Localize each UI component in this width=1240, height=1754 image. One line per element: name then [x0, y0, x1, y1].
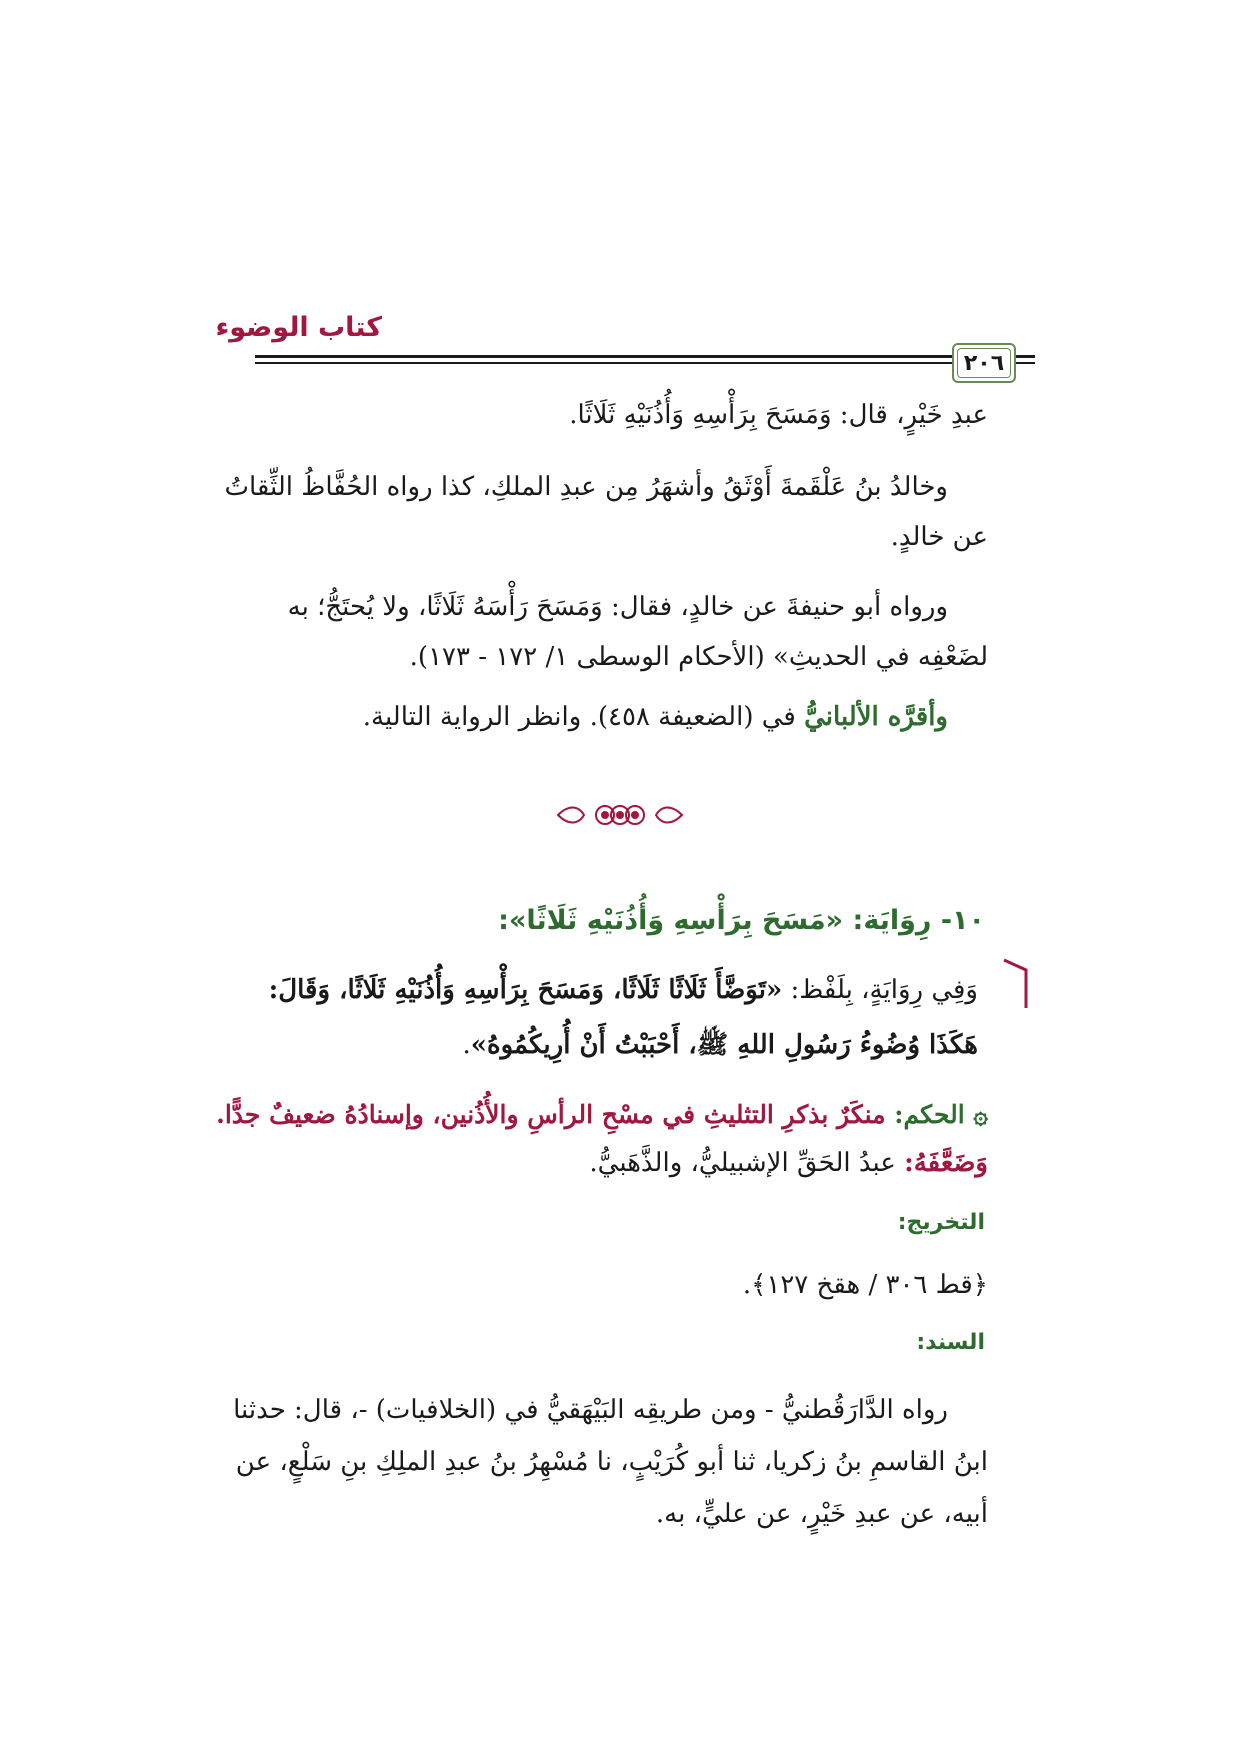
- weakened-line: وَضَعَّفَهُ: عبدُ الحَقِّ الإشبيليُّ، والذَّهَبيُّ.: [589, 1148, 988, 1178]
- paragraph-line: عبدِ خَيْرٍ، قال: وَمَسَحَ بِرَأْسِهِ وَأُذُنَيْهِ ثَلَاثًا.: [569, 400, 988, 430]
- header-rule-right-thin: [1017, 362, 1035, 364]
- header-rule-right: [1017, 355, 1035, 358]
- paragraph-line: عن خالدٍ.: [890, 522, 988, 552]
- header-rule-thin: [255, 362, 1017, 364]
- header-rule: [255, 355, 1017, 358]
- sanad-label: السند:: [916, 1330, 985, 1355]
- paragraph-line: وأقرَّه الألبانيُّ في (الضعيفة ٤٥٨). وانظر الرواية التالية.: [362, 702, 948, 732]
- section-heading: ١٠- رِوَايَة: «مَسَحَ بِرَأْسِهِ وَأُذُنَيْهِ ثَلَاثًا»:: [498, 905, 985, 936]
- sanad-line: ابنُ القاسمِ بنُ زكريا، ثنا أبو كُرَيْبٍ، نا مُسْهِرُ بنُ عبدِ الملِكِ بنِ سَلْعٍ، عن: [235, 1447, 988, 1477]
- paragraph-line: ورواه أبو حنيفةَ عن خالدٍ، فقال: وَمَسَحَ رَأْسَهُ ثَلَاثًا، ولا يُحتَجُّ؛ به: [287, 592, 948, 622]
- ruling-text: منكَرٌ بذكرِ التثليثِ في مسْحِ الرأسِ والأُذُنين، وإسنادُهُ ضعيفٌ جدًّا.: [216, 1100, 895, 1129]
- ruling-label: ۞ الحكم:: [894, 1100, 988, 1129]
- quote-bracket: [1002, 958, 1030, 1008]
- sanad-line: أبيه، عن عبدِ خَيْرٍ، عن عليٍّ، به.: [655, 1499, 988, 1529]
- sanad-line: رواه الدَّارَقُطنيُّ - ومن طريقِه البَيْهَقيُّ في (الخلافيات) -، قال: حدثنا: [233, 1395, 948, 1425]
- takhrij-label: التخريج:: [897, 1210, 985, 1235]
- takhrij-text: ﴿قط ٣٠٦ / هقخ ١٢٧﴾.: [742, 1270, 988, 1300]
- chapter-title: كتاب الوضوء: [215, 312, 382, 343]
- narration-line: وَفِي رِوَايَةٍ، بِلَفْظ: «تَوَضَّأَ ثَلَاثًا ثَلَاثًا، وَمَسَحَ بِرَأْسِهِ وَأُذُنَيْهِ ثَلَاثًا، وَقَالَ:: [268, 975, 978, 1005]
- page-number: ٢٠٦: [952, 343, 1016, 383]
- paragraph-line: وخالدُ بنُ عَلْقَمةَ أَوْثَقُ وأشهَرُ مِن عبدِ الملكِ، كذا رواه الحُفَّاظُ الثِّقاتُ: [224, 472, 948, 502]
- narration-line: هَكَذَا وُضُوءُ رَسُولِ اللهِ ﷺ، أَحْبَبْتُ أَنْ أُرِيكُمُوهُ».: [462, 1030, 978, 1060]
- paragraph-line: لضَعْفِه في الحديثِ» (الأحكام الوسطى ١/ ١٧٢ - ١٧٣).: [409, 642, 988, 672]
- ornament-divider: [550, 800, 690, 830]
- albani-endorsement: وأقرَّه الألبانيُّ: [804, 702, 948, 732]
- weakened-label: وَضَعَّفَهُ:: [904, 1148, 988, 1178]
- ruling-line: [216, 1100, 988, 1129]
